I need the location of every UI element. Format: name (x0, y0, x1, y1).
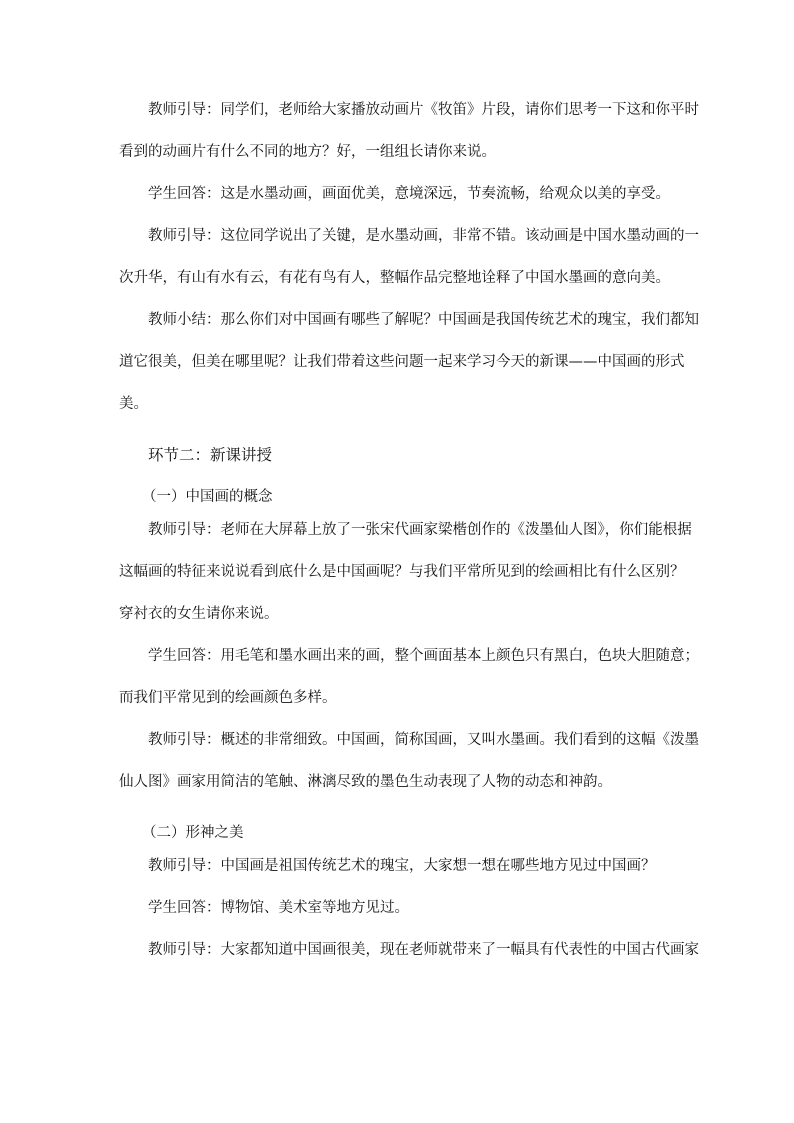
text-line: 教师引导：中国画是祖国传统艺术的瑰宝，大家想一想在哪些地方见过中国画？ (148, 858, 656, 874)
text-line: 道它很美，但美在哪里呢？让我们带着这些问题一起来学习今天的新课——中国画的形式 (119, 354, 685, 370)
paragraph-student-answer (119, 644, 699, 728)
sub-heading-form-spirit: （二）形神之美 (142, 825, 244, 841)
paragraph-student-answer (119, 182, 681, 224)
text-line: 教师引导：大家都知道中国画很美，现在老师就带来了一幅具有代表性的中国古代画家 (148, 942, 699, 958)
paragraph-teacher-guide (119, 518, 692, 644)
text-line: 教师引导：同学们，老师给大家播放动画片《牧笛》片段，请你们思考一下这和你平时 (148, 102, 699, 118)
document-body (119, 98, 699, 980)
text-line: 穿衬衣的女生请你来说。 (119, 606, 279, 622)
text-line: 次升华，有山有水有云，有花有鸟有人，整幅作品完整地诠释了中国水墨画的意向美。 (119, 270, 670, 286)
paragraph-teacher-intro (119, 98, 699, 182)
text-line: 教师引导：这位同学说出了关键，是水墨动画，非常不错。该动画是中国水墨动画的一 (148, 228, 699, 244)
paragraph-teacher-summary (119, 308, 699, 434)
text-line: 教师小结：那么你们对中国画有哪些了解呢？中国画是我国传统艺术的瑰宝，我们都知 (148, 312, 699, 328)
text-line: 学生回答：博物馆、美术室等地方见过。 (148, 900, 409, 916)
text-line: 看到的动画片有什么不同的地方？好，一组组长请你来说。 (119, 144, 496, 160)
paragraph-teacher-guide (119, 728, 699, 812)
paragraph-teacher-guide (119, 854, 681, 896)
paragraph-teacher-guide (119, 224, 699, 308)
text-line: 仙人图》画家用简洁的笔触、淋漓尽致的墨色生动表现了人物的动态和神韵。 (119, 774, 612, 790)
text-line: 学生回答：用毛笔和墨水画出来的画，整个画面基本上颜色只有黑白，色块大胆随意； (148, 648, 699, 664)
section-heading: 环节二：新课讲授 (148, 446, 273, 464)
text-line: 美。 (119, 396, 148, 412)
text-line: 教师引导：老师在大屏幕上放了一张宋代画家梁楷创作的《泼墨仙人图》，你们能根据 (148, 522, 692, 538)
paragraph-student-answer (119, 896, 681, 938)
text-line: 而我们平常见到的绘画颜色多样。 (119, 690, 337, 706)
text-line: 这幅画的特征来说说看到底什么是中国画呢？与我们平常所见到的绘画相比有什么区别？ (119, 564, 685, 580)
paragraph-teacher-guide (119, 938, 699, 980)
sub-heading-concept: （一）中国画的概念 (142, 489, 273, 505)
text-line: 学生回答：这是水墨动画，画面优美，意境深远，节奏流畅，给观众以美的享受。 (148, 186, 670, 202)
text-line: 教师引导：概述的非常细致。中国画，简称国画，又叫水墨画。我们看到的这幅《泼墨 (148, 732, 699, 748)
